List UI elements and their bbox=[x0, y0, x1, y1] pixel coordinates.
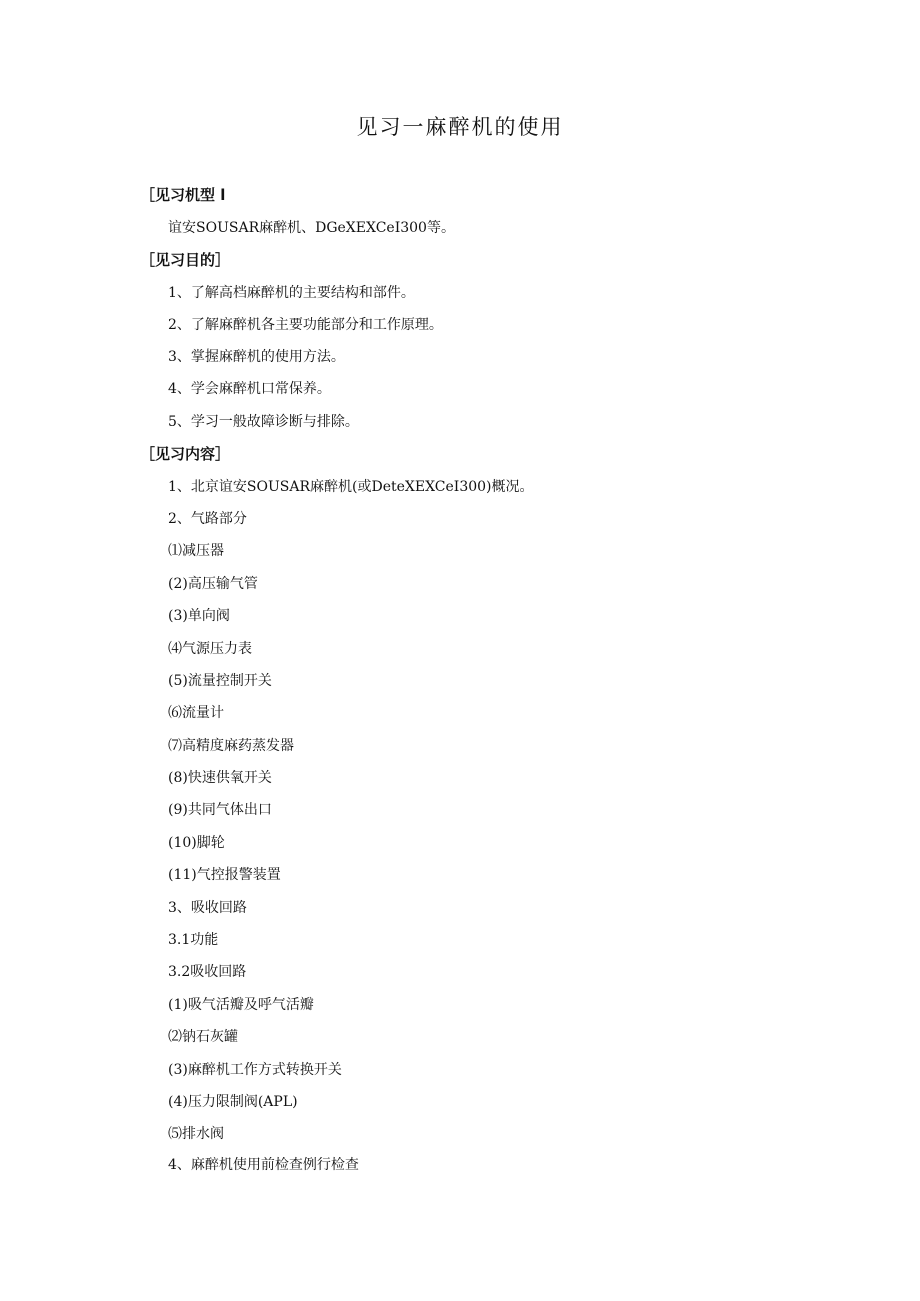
list-item: (9)共同气体出口 bbox=[168, 802, 272, 818]
list-item: 3、掌握麻醉机的使用方法。 bbox=[168, 349, 345, 365]
list-item: ⑹流量计 bbox=[168, 705, 224, 721]
list-item: 2、了解麻醉机各主要功能部分和工作原理。 bbox=[168, 317, 443, 333]
list-item: 4、麻醉机使用前检查例行检查 bbox=[168, 1157, 359, 1173]
list-item: 3.2吸收回路 bbox=[168, 964, 247, 980]
list-item: (8)快速供氧开关 bbox=[168, 770, 272, 786]
list-item: 5、学习一般故障诊断与排除。 bbox=[168, 414, 359, 430]
list-item: (4)压力限制阀(APL) bbox=[168, 1094, 298, 1110]
section-heading-purpose: ［见习目的］ bbox=[140, 251, 231, 269]
list-item: ⑵钠石灰罐 bbox=[168, 1029, 238, 1045]
list-item: ⑷气源压力表 bbox=[168, 641, 252, 657]
list-item: 2、气路部分 bbox=[168, 511, 247, 527]
list-item: (1)吸气活瓣及呼气活瓣 bbox=[168, 997, 314, 1013]
list-item: (3)麻醉机工作方式转换开关 bbox=[168, 1062, 342, 1078]
list-item: (3)单向阀 bbox=[168, 608, 230, 624]
section-heading-content: ［见习内容］ bbox=[140, 445, 231, 463]
list-item: 1、了解高档麻醉机的主要结构和部件。 bbox=[168, 285, 415, 301]
list-item: (10)脚轮 bbox=[168, 835, 225, 851]
list-item: (5)流量控制开关 bbox=[168, 673, 272, 689]
list-item: 谊安SOUSAR麻醉机、DGeXEXCeI300等。 bbox=[168, 220, 455, 236]
list-item: (2)高压输气管 bbox=[168, 576, 258, 592]
list-item: ⑴减压器 bbox=[168, 543, 224, 559]
list-item: ⑺高精度麻药蒸发器 bbox=[168, 738, 294, 754]
page-title: 见习一麻醉机的使用 bbox=[356, 115, 564, 139]
list-item: 4、学会麻醉机口常保养。 bbox=[168, 381, 331, 397]
list-item: 3.1功能 bbox=[168, 932, 219, 948]
list-item: 3、吸收回路 bbox=[168, 900, 247, 916]
list-item: ⑸排水阀 bbox=[168, 1126, 224, 1142]
list-item: 1、北京谊安SOUSAR麻醉机(或DeteXEXCeI300)概况。 bbox=[168, 479, 534, 495]
list-item: (11)气控报警装置 bbox=[168, 867, 281, 883]
section-heading-model: ［见习机型 l bbox=[140, 186, 226, 204]
